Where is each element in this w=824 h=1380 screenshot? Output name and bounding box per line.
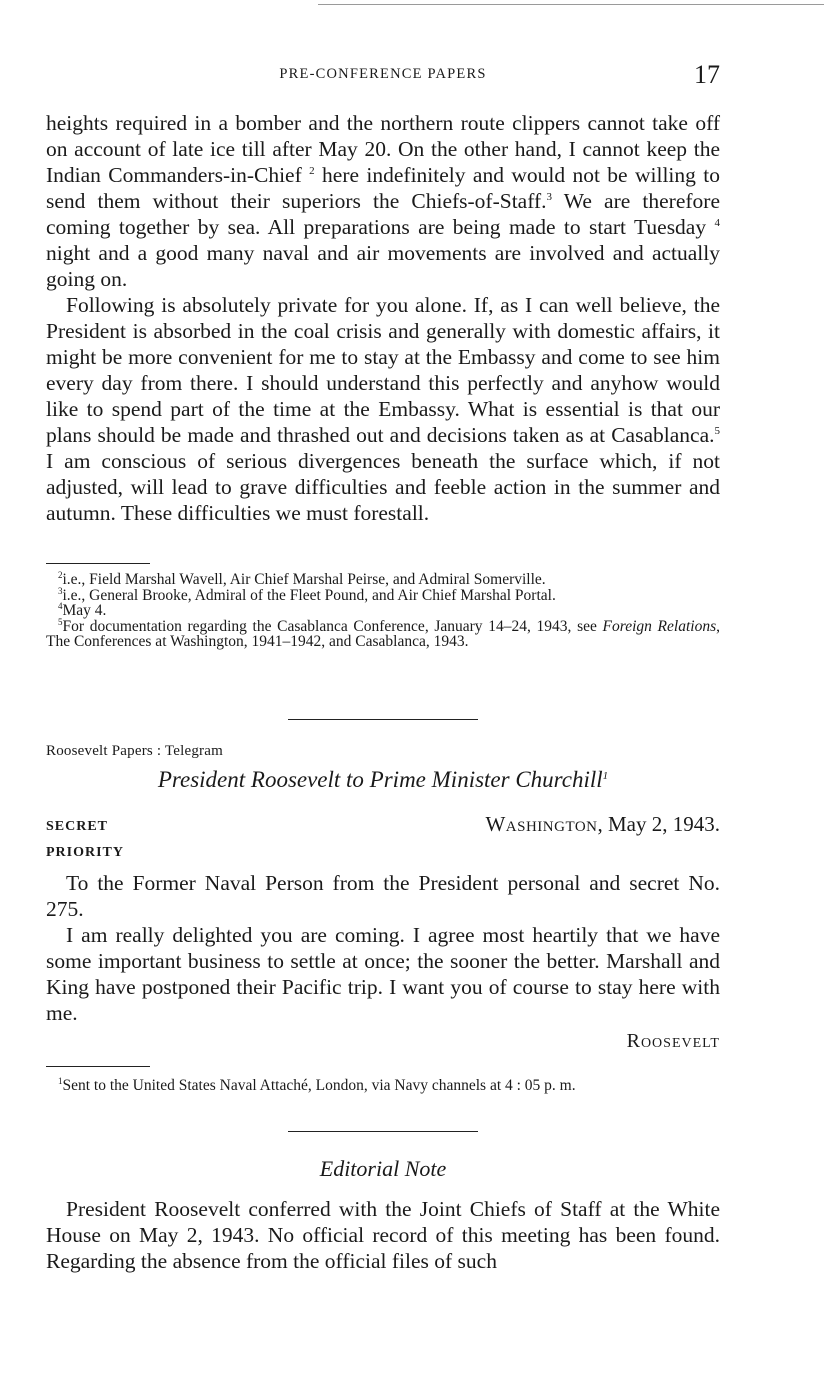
page-number: 17 xyxy=(694,60,720,89)
footnote-number: 1 xyxy=(58,1076,63,1086)
top-rule xyxy=(318,4,824,5)
telegram-text xyxy=(46,870,720,1026)
telegram-address: To the Former Naval Person from the President personal and secret No. 275. xyxy=(46,871,720,921)
footnote-text: For documentation regarding the Casablanca Conference, January 14–24, 1943, see xyxy=(62,617,603,635)
priority-label: PRIORITY xyxy=(46,845,125,860)
continued-telegram-text xyxy=(46,110,720,526)
footnotes-document xyxy=(46,1078,720,1094)
footnotes-telegram xyxy=(46,572,720,650)
footnote-4 xyxy=(46,603,720,619)
dateline-place: Washington xyxy=(485,812,598,836)
footnote-2 xyxy=(46,572,720,588)
footnote-text: i.e., Field Marshal Wavell, Air Chief Marshal Peirse, and Admiral Somerville. xyxy=(62,571,546,588)
footnote-number: 2 xyxy=(58,570,63,580)
footnote-text: , The Conferences at Washington, 1941–1942, and Casablanca, 1943. xyxy=(46,617,720,650)
section-separator xyxy=(288,719,478,720)
dateline xyxy=(485,812,720,837)
running-head: PRE-CONFERENCE PAPERS xyxy=(279,66,487,82)
paragraph-private xyxy=(46,292,720,526)
signature: Roosevelt xyxy=(626,1030,720,1052)
footnote-1 xyxy=(46,1078,720,1094)
editorial-paragraph: President Roosevelt conferred with the Joint Chiefs of Staff at the White House on May 2, 1943. No official record of this meeting has been found. Regarding the absence from the official files of such xyxy=(46,1197,720,1273)
telegram-message: I am really delighted you are coming. I agree most heartily that we have some important business to settle at once; the sooner the better. Marshall and King have postponed their Pacific trip. I want you of course to stay here with me. xyxy=(46,923,720,1025)
footnote-number: 4 xyxy=(58,601,63,611)
footnote-ref: 5 xyxy=(714,425,720,437)
footnote-text: i.e., General Brooke, Admiral of the Fleet Pound, and Air Chief Marshal Portal. xyxy=(62,586,556,604)
footnote-5 xyxy=(46,616,720,650)
document-title-text: President Roosevelt to Prime Minister Churchill xyxy=(157,767,603,792)
editorial-note-title: Editorial Note xyxy=(319,1156,447,1181)
footnote-number: 3 xyxy=(58,585,63,596)
editorial-note-text xyxy=(46,1196,720,1274)
text-run: heights required in a bomber and the northern route clippers cannot take off on account of late ice till after May 20. On the other hand, I cannot keep the Indian Commanders-in-Chief xyxy=(46,111,720,187)
text-run: Following is absolutely private for you alone. If, as I can well believe, the President is absorbed in the coal crisis and generally with domestic affairs, it might be more convenient for me to stay at the Embassy and come to see him every day from there. I should understand this perfectly and anyhow would like to spend part of the time at the Embassy. What is essential is that our plans should be made and thrashed out and decisions taken as at Casablanca. xyxy=(46,293,720,447)
footnote-ref: 3 xyxy=(546,191,553,203)
footnote-ref: 4 xyxy=(714,217,720,229)
footnote-ref: 1 xyxy=(602,770,609,782)
footnote-text: May 4. xyxy=(62,602,107,619)
footnote-ref: 2 xyxy=(309,165,315,177)
text-run: here indefinitely and would not be willing to send them without their superiors the Chiefs-of-Staff. xyxy=(46,163,721,213)
classification-label: SECRET xyxy=(46,819,109,834)
text-run: We are therefore coming together by sea. All preparations are being made to start Tuesday xyxy=(46,189,720,239)
section-separator xyxy=(288,1131,478,1132)
dateline-date: , May 2, 1943. xyxy=(597,812,720,836)
footnote-number: 5 xyxy=(58,616,63,627)
document-source: Roosevelt Papers : Telegram xyxy=(46,743,223,759)
publication-title: Foreign Relations xyxy=(602,617,717,635)
page-header xyxy=(46,60,720,92)
footnote-rule xyxy=(46,563,150,564)
document-title xyxy=(46,767,720,793)
paragraph-continuation xyxy=(46,110,720,292)
text-run: I am conscious of serious divergences beneath the surface which, if not adjusted, will lead to grave difficulties and feeble action in the summer and autumn. These difficulties we must forestall. xyxy=(46,449,720,525)
footnote-rule xyxy=(46,1066,150,1067)
footnote-3 xyxy=(46,585,720,604)
text-run: night and a good many naval and air movements are involved and actually going on. xyxy=(46,241,720,291)
footnote-text: Sent to the United States Naval Attaché, London, via Navy channels at 4 : 05 p. m. xyxy=(62,1077,576,1094)
